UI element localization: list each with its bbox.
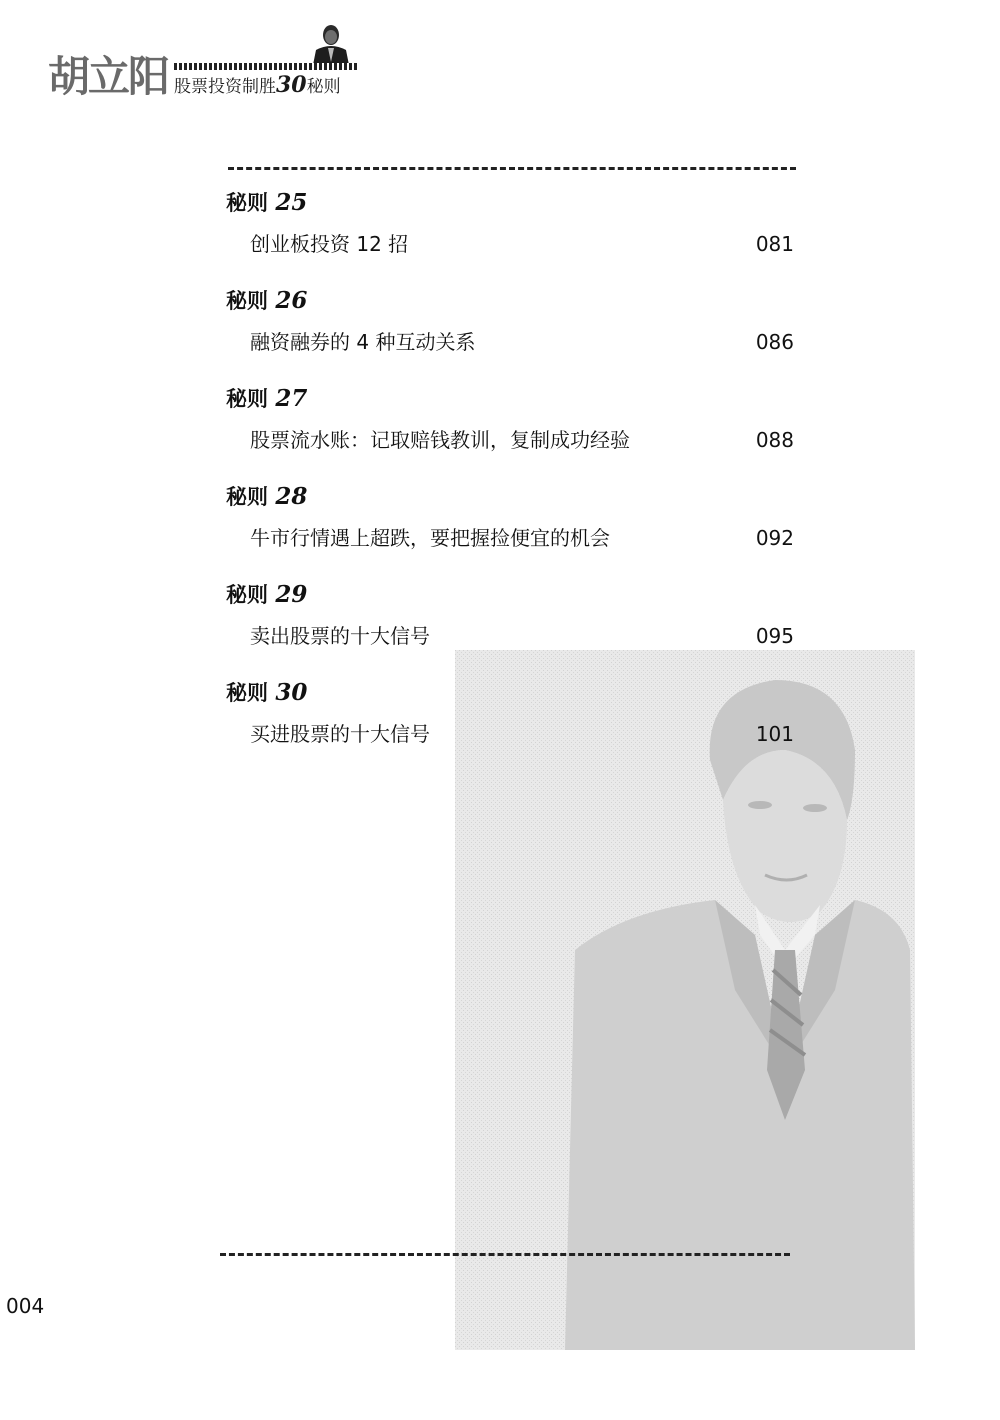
toc-rule-number: 28 [275, 483, 308, 510]
book-subtitle [174, 74, 341, 96]
book-subtitle-number: 30 [276, 72, 307, 98]
toc-entry-title: 卖出股票的十大信号 [250, 624, 430, 648]
toc-entry-page: 092 [755, 526, 794, 550]
toc-entry-page: 081 [755, 232, 794, 256]
header-decorative-strip [174, 63, 358, 70]
author-name: 胡立阳 [48, 52, 169, 101]
toc-entry[interactable] [226, 384, 798, 482]
toc-entry[interactable] [226, 580, 798, 678]
page-number: 004 [6, 1294, 45, 1318]
toc-rule-heading: 秘则 30 [226, 679, 308, 706]
book-header [48, 22, 368, 102]
toc-entry[interactable] [226, 678, 798, 776]
toc-entry-page: 101 [755, 722, 794, 746]
toc-entry-title: 创业板投资 12 招 [250, 232, 409, 256]
toc-rule-heading: 秘则 26 [226, 287, 308, 314]
toc-entry-title: 融资融券的 4 种互动关系 [250, 330, 476, 354]
toc-entry-page: 086 [755, 330, 794, 354]
toc-rule-heading: 秘则 25 [226, 189, 308, 216]
toc-entry-title: 牛市行情遇上超跌，要把握捡便宜的机会 [250, 526, 610, 550]
bottom-dashed-divider [220, 1253, 790, 1256]
top-dashed-divider [228, 167, 796, 170]
toc-entry[interactable] [226, 188, 798, 286]
book-subtitle-post: 秘则 [306, 77, 341, 97]
book-subtitle-pre: 股票投资制胜 [174, 77, 276, 97]
toc-rule-heading: 秘则 27 [226, 385, 308, 412]
toc-rule-number: 27 [275, 385, 308, 412]
toc-entry-title: 买进股票的十大信号 [250, 722, 430, 746]
toc-entry-title: 股票流水账：记取赔钱教训，复制成功经验 [250, 428, 630, 452]
toc-rule-heading: 秘则 29 [226, 581, 308, 608]
table-of-contents [226, 188, 798, 776]
toc-rule-number: 29 [275, 581, 308, 608]
toc-rule-heading: 秘则 28 [226, 483, 308, 510]
toc-rule-number: 30 [275, 679, 308, 706]
toc-entry[interactable] [226, 286, 798, 384]
toc-rule-number: 25 [275, 189, 308, 216]
toc-rule-number: 26 [275, 287, 308, 314]
toc-entry-page: 095 [755, 624, 794, 648]
toc-entry[interactable] [226, 482, 798, 580]
toc-entry-page: 088 [755, 428, 794, 452]
